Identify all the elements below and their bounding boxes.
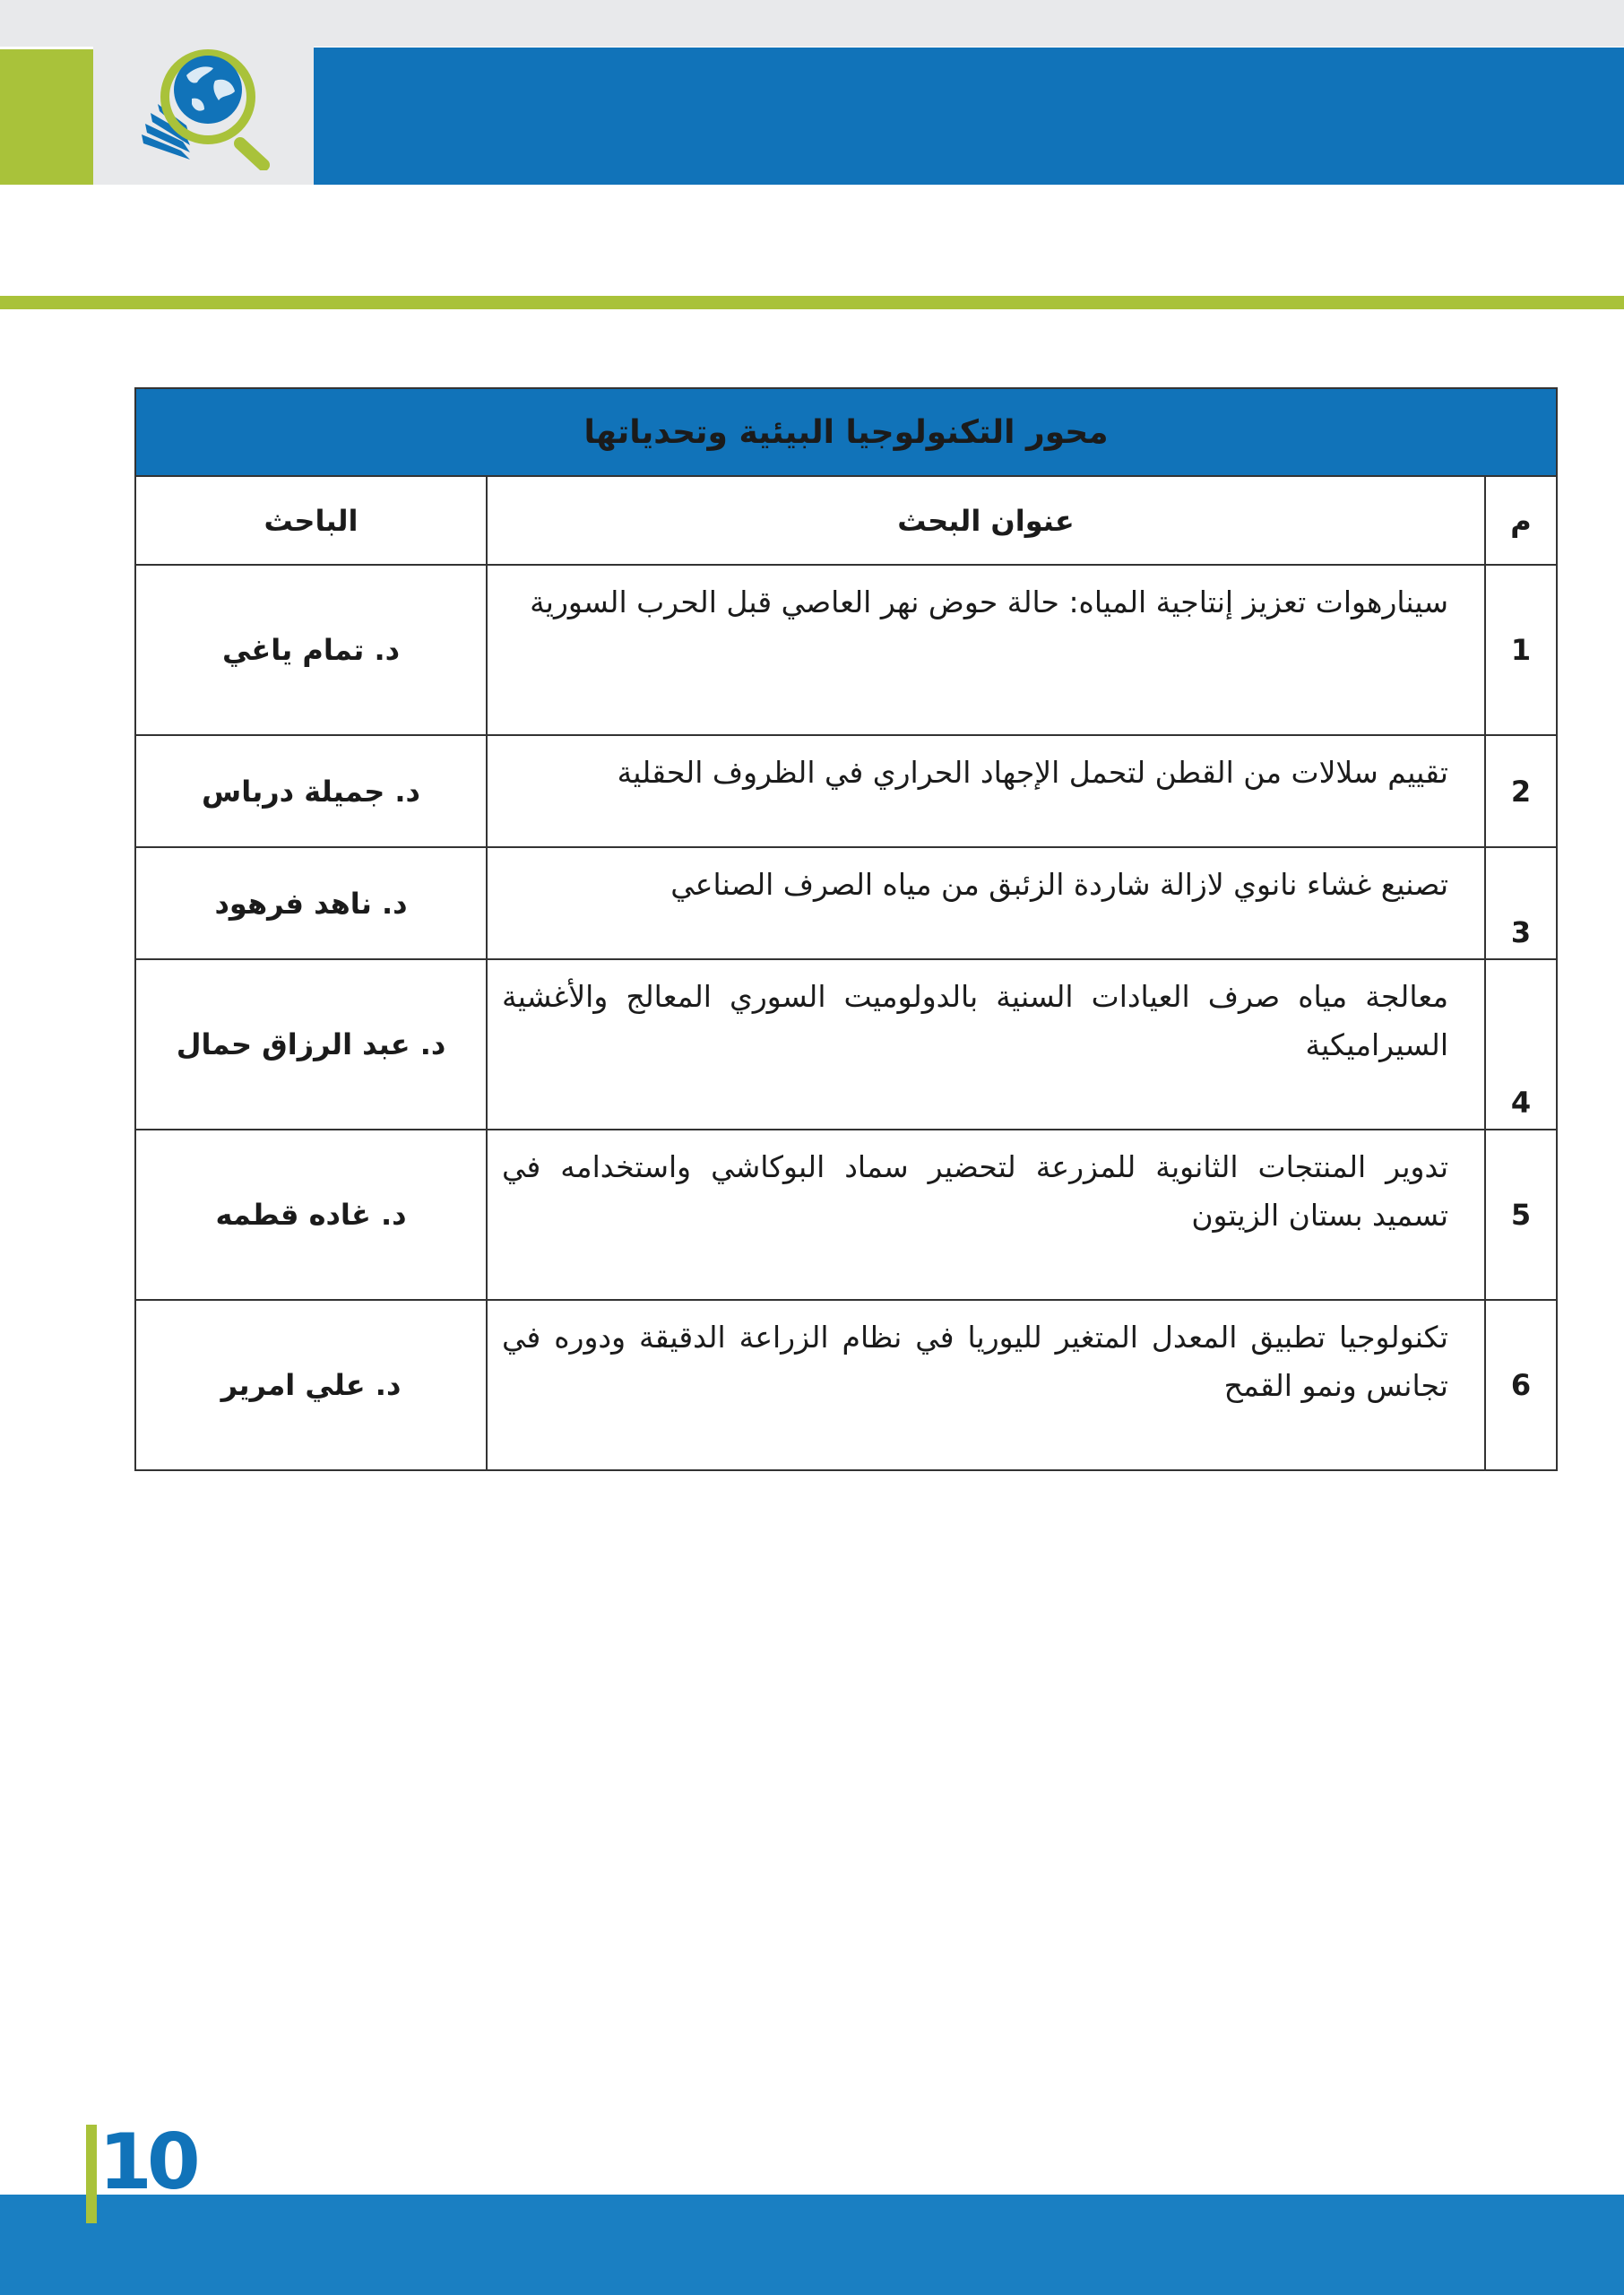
row-number: 3 — [1485, 847, 1557, 959]
row-title: معالجة مياه صرف العيادات السنية بالدولوميت السوري المعالج والأغشية السيراميكية — [487, 959, 1485, 1130]
table-caption-row — [135, 388, 1557, 476]
header-green-rule — [0, 296, 1624, 309]
row-title: تدوير المنتجات الثانوية للمزرعة لتحضير سماد البوكاشي واستخدامه في تسميد بستان الزيتون — [487, 1130, 1485, 1300]
table-caption: محور التكنولوجيا البيئية وتحدياتها — [135, 388, 1557, 476]
table-row — [135, 959, 1557, 1130]
research-table — [134, 387, 1558, 1471]
footer-blue-band — [0, 2195, 1624, 2295]
table-header-row — [135, 476, 1557, 565]
row-author: د. عبد الرزاق حمال — [135, 959, 487, 1130]
header-green-block — [0, 49, 93, 185]
row-title: تقييم سلالات من القطن لتحمل الإجهاد الحراري في الظروف الحقلية — [487, 735, 1485, 847]
header-top-strip — [0, 0, 1624, 47]
table-row — [135, 847, 1557, 959]
row-number: 4 — [1485, 959, 1557, 1130]
row-number: 5 — [1485, 1130, 1557, 1300]
header-title: عنوان البحث — [487, 476, 1485, 565]
page-number: 10 — [99, 2117, 195, 2207]
row-number: 2 — [1485, 735, 1557, 847]
row-number: 6 — [1485, 1300, 1557, 1470]
row-author: د. تمام ياغي — [135, 565, 487, 735]
row-number: 1 — [1485, 565, 1557, 735]
header-blue-band — [314, 48, 1624, 185]
table-row — [135, 735, 1557, 847]
header-author: الباحث — [135, 476, 487, 565]
page-number-bar — [86, 2125, 97, 2223]
header-number: م — [1485, 476, 1557, 565]
table-row — [135, 1300, 1557, 1470]
row-title: تصنيع غشاء نانوي لازالة شاردة الزئبق من مياه الصرف الصناعي — [487, 847, 1485, 959]
row-author: د. ناهد فرهود — [135, 847, 487, 959]
globe-magnifier-book-logo-icon — [134, 45, 278, 170]
row-title: سينارهوات تعزيز إنتاجية المياه: حالة حوض نهر العاصي قبل الحرب السورية — [487, 565, 1485, 735]
table-row — [135, 1130, 1557, 1300]
row-author: د. غاده قطمه — [135, 1130, 487, 1300]
research-table-container — [134, 387, 1556, 1471]
table-row — [135, 565, 1557, 735]
row-author: د. علي امرير — [135, 1300, 487, 1470]
row-author: د. جميلة درباس — [135, 735, 487, 847]
row-title: تكنولوجيا تطبيق المعدل المتغير لليوريا في نظام الزراعة الدقيقة ودوره في تجانس ونمو القمح — [487, 1300, 1485, 1470]
